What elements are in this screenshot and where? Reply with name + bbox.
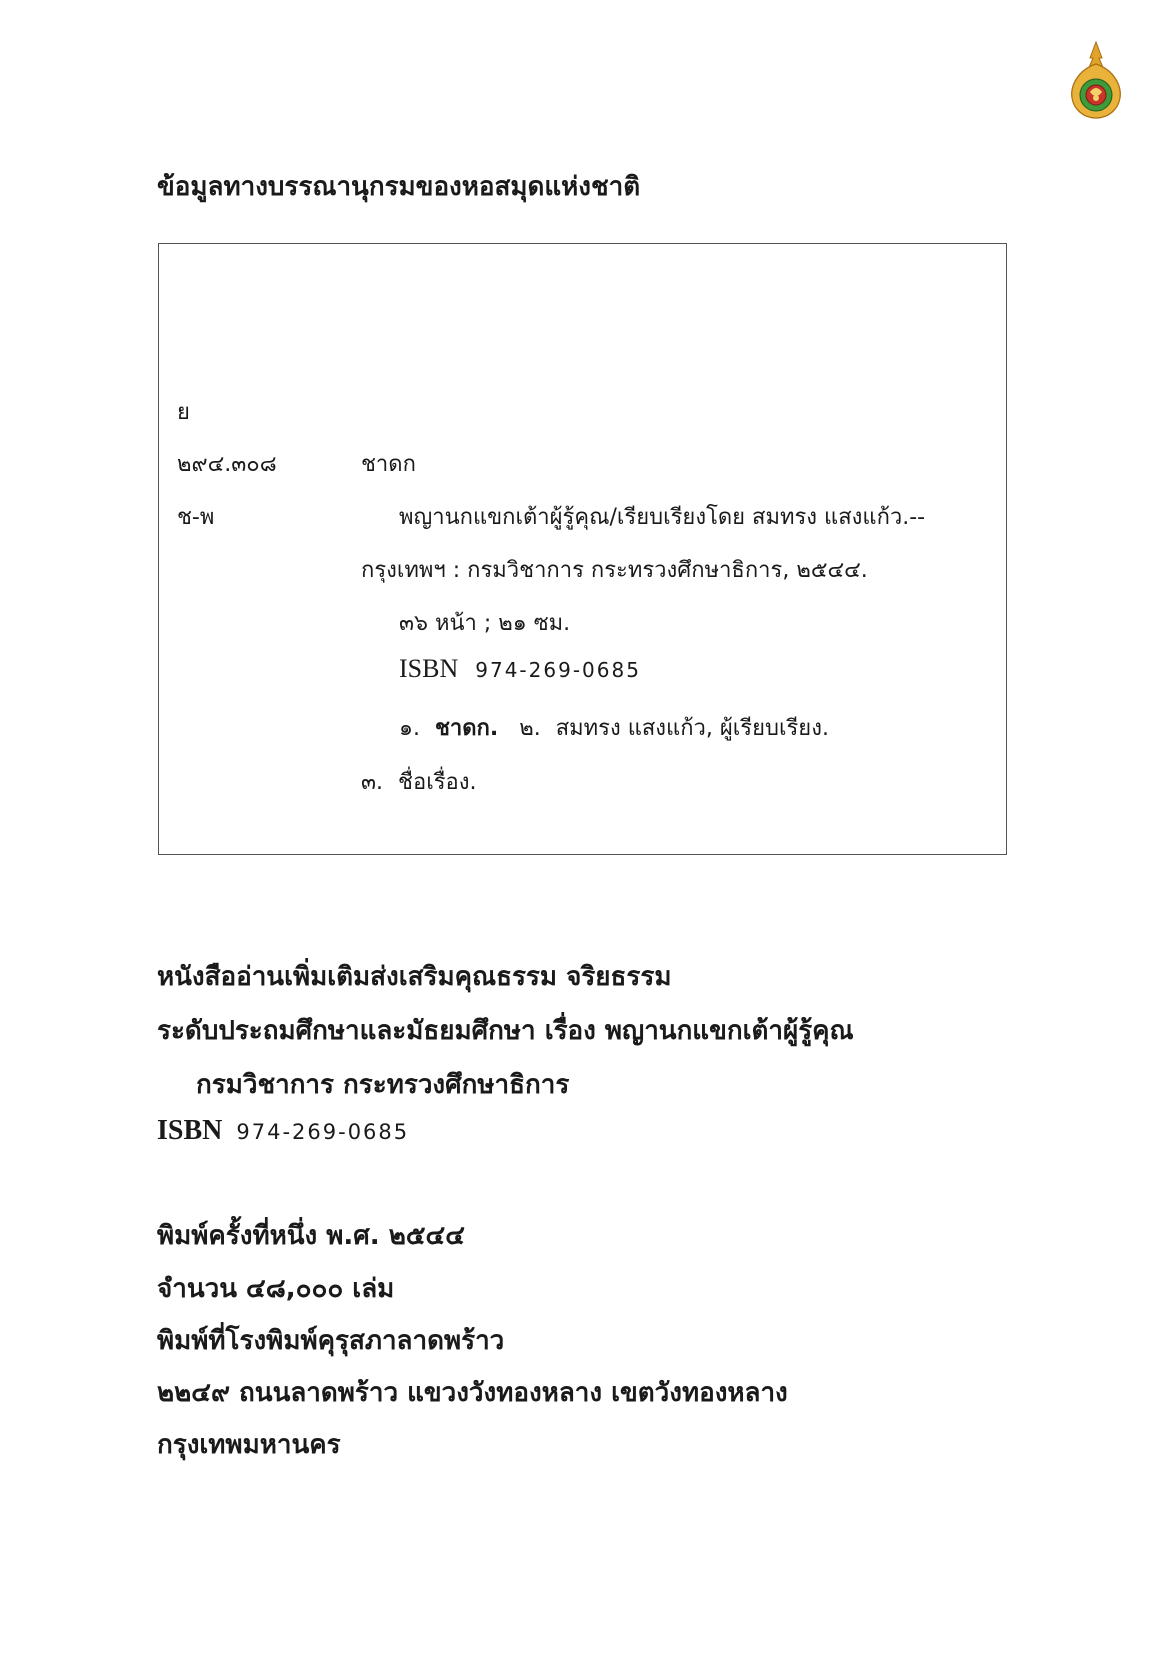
imprint-isbn <box>157 1115 409 1147</box>
cip-extent: ๓๖ หน้า ; ๒๑ ซม. <box>399 611 571 636</box>
imprint-isbn-label: ISBN <box>157 1115 223 1146</box>
cip-tracings <box>399 710 829 745</box>
imprint-printer: พิมพ์ที่โรงพิมพ์คุรุสภาลาดพร้าว <box>157 1326 505 1356</box>
cip-isbn-label: ISBN <box>399 654 459 683</box>
cip-tracing-3-line <box>361 764 476 799</box>
cip-subject-heading: ชาดก <box>361 452 416 477</box>
cip-record-box <box>158 243 1007 855</box>
cip-tracing-1-num: ๑. <box>399 716 420 741</box>
cip-tracing-2: สมทรง แสงแก้ว, ผู้เรียบเรียง. <box>555 716 829 741</box>
cip-author-mark: ช-พ <box>177 505 215 530</box>
imprint-address: ๒๒๔๙ ถนนลาดพร้าว แขวงวังทองหลาง เขตวังทองหลาง <box>157 1378 788 1408</box>
cip-tracing-3-num: ๓. <box>361 770 384 795</box>
cip-tracing-1: ชาดก. <box>434 716 499 741</box>
imprint-edition: พิมพ์ครั้งที่หนึ่ง พ.ศ. ๒๕๔๔ <box>157 1221 465 1251</box>
cip-heading: ข้อมูลทางบรรณานุกรมของหอสมุดแห่งชาติ <box>157 172 641 202</box>
cip-title-line: พญานกแขกเต้าผู้รู้คุณ/เรียบเรียงโดย สมทรง แสงแก้ว.-- <box>399 505 926 530</box>
cip-class-number: ๒๙๔.๓๐๘ <box>177 452 277 477</box>
imprint-city: กรุงเทพมหานคร <box>157 1430 341 1460</box>
cip-tracing-2-num: ๒. <box>519 716 541 741</box>
cip-prefix: ย <box>177 400 190 425</box>
cip-isbn <box>399 654 641 684</box>
imprint-level-title: ระดับประถมศึกษาและมัธยมศึกษา เรื่อง พญานกแขกเต้าผู้รู้คุณ <box>157 1016 854 1046</box>
cip-isbn-number: 974-269-0685 <box>475 658 641 682</box>
cip-tracing-3: ชื่อเรื่อง. <box>398 770 477 795</box>
ministry-emblem-icon <box>1066 40 1126 120</box>
imprint-publisher: กรมวิชาการ กระทรวงศึกษาธิการ <box>196 1070 570 1100</box>
imprint-isbn-number: 974-269-0685 <box>236 1120 410 1144</box>
cip-publication: กรุงเทพฯ : กรมวิชาการ กระทรวงศึกษาธิการ, ๒๕๔๔. <box>361 558 868 583</box>
imprint-series-title: หนังสืออ่านเพิ่มเติมส่งเสริมคุณธรรม จริยธรรม <box>157 962 672 992</box>
imprint-copies: จำนวน ๔๘,๐๐๐ เล่ม <box>157 1274 395 1304</box>
